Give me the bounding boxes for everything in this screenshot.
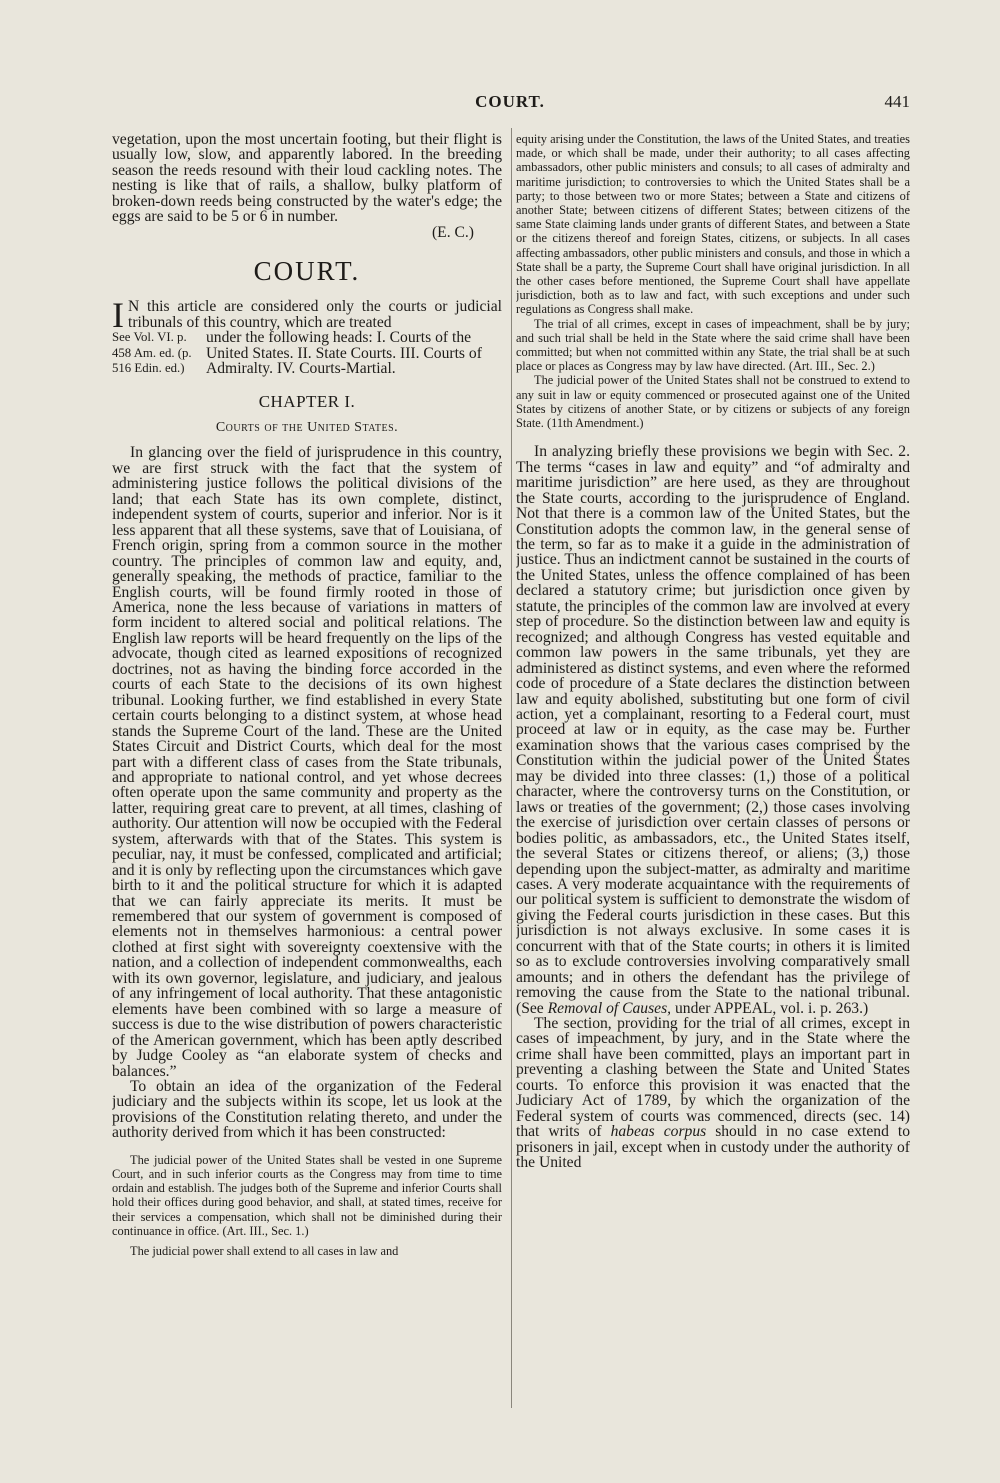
paragraph-2: To obtain an idea of the organization of the Federal judiciary and the subjects within its scope, let us look at the provisions of the Constitution relating thereto, and under the authority derived from which it has been constructed: <box>112 1078 502 1142</box>
constitution-quotes-left <box>112 1153 502 1258</box>
intro-first-line: N this article are considered only the courts or judicial tribunals of this country, which are treated <box>128 298 502 331</box>
paragraph-3-text: In analyzing briefly these provisions we begin with Sec. 2. The terms “cases in law and equity” and “of admiralty and maritime jurisdiction” are here used, as they are throughout the State courts, according to the jurisprudence of England. Not that there is a common law of the United States, but the Constitution adopts the common law, in the general sense of the term, so far as to make it a guide in the administration of justice. Thus an indictment cannot be sustained in the courts of the United States, unless the offence complained of has been declared a statutory crime; but jurisdiction once given by statute, the principles of the common law are involved at every step of procedure. So the distinction between law and equity is recognized; and although Congress has vested equitable and common law powers in the same tribunals, yet they are administered as distinct systems, and even where the reformed code of procedure of a State declares the distinction between law and equity abolished, substituting but one form of civil action, yet a complainant, resorting to a Federal court, must proceed at law or in equity, as the case may be. Further examination shows that the various cases comprised by the Constitution within the judicial power of the United States may be divided into three classes: (1,) those of a political character, where the controversy turns on the Constitution, or laws or treaties of the government; (2,) those cases involving the exercise of jurisdiction over certain classes of persons or bodies politic, as ambassadors, etc., the United States itself, the several States or citizens thereof, or aliens; (3,) those depending upon the subject-matter, as admiralty and maritime cases. A very moderate acquaintance with the requirements of our political system is sufficient to demonstrate the wisdom of giving the Federal courts jurisdiction in these cases. But this jurisdiction is not always exclusive. In some cases it is concurrent with that of the State courts; in others it is limited so as to exclude controversies involving comparatively small amounts; and in others the defendant has the privilege of removing the cause from the State to the national tribunal. (See <box>516 443 910 1017</box>
removal-of-causes-ref: Removal of Causes, <box>547 999 672 1017</box>
chapter-title: CHAPTER I. <box>258 392 356 412</box>
quote-article-iii-sec-1: The judicial power of the United States shall be vested in one Supreme Court, and in such inferior courts as the Congress may from time to time ordain and establish. The judges both of the Supreme and inferior Courts shall hold their offices during good behavior, and shall, at stated times, receive for their services a compensation, which shall not be diminished during their continuance in office. (Art. III., Sec. 1.) <box>112 1152 502 1238</box>
paragraph-4-text: The section, providing for the trial of all crimes, except in cases of impeachment, by jury, and in the State where the crime shall have been committed, plays an important part in preventing a clashing between the State and United States courts. To enforce this provision it was enacted that the Judiciary Act of 1789, by which the organization of the Federal system of courts was commenced, directs (sec. 14) that writs of <box>516 1015 910 1141</box>
paragraph-3 <box>516 444 910 1016</box>
left-column <box>112 132 502 1412</box>
quote-11th-amendment: The judicial power of the United States shall not be construed to extend to any suit in law or equity commenced or prosecuted against one of the United States by citizens of another State, or by citizens or subjects of any foreign State. (11th Amendment.) <box>516 373 910 431</box>
right-column <box>516 132 910 1412</box>
marginal-note: See Vol. VI. p. 458 Am. ed. (p. 516 Edin. ed.) <box>112 330 192 375</box>
paragraph-4 <box>516 1016 910 1171</box>
running-title: COURT. <box>475 92 545 111</box>
quote-trial-of-crimes: The trial of all crimes, except in cases of impeachment, shall be by jury; and such trial shall be held in the State where the said crime shall have been committed; but when not committed within any State, the trial shall be at such place or places as Congress may by law have directed. (Art. III., Sec. 2.) <box>516 316 910 374</box>
chapter-subtitle: Courts of the United States. <box>215 420 399 436</box>
quote-judicial-power-start: The judicial power shall extend to all cases in law and <box>130 1244 399 1259</box>
article-title: COURT. <box>253 256 361 287</box>
continued-paragraph: vegetation, upon the most uncertain footing, but their flight is usually low, slow, and apparently labored. In the breeding season the reeds resound with their loud cackling notes. The nesting is like that of rails, a shallow, bulky platform of broken-down reeds being constructed by the water's edge; the eggs are said to be 5 or 6 in number. <box>112 132 502 226</box>
intro-heads: under the following heads: I. Courts of the United States. II. State Courts. III. Courts of Admiralty. IV. Courts-Martial. <box>206 329 482 377</box>
drop-cap: I <box>112 295 124 336</box>
running-head <box>110 92 910 122</box>
intro-paragraph <box>112 295 502 336</box>
author-signature: (E. C.) <box>431 223 474 241</box>
paragraph-3-ref-rest: under APPEAL, vol. i. p. 263.) <box>674 999 869 1017</box>
paragraph-4-end: should in no case extend to prisoners in jail, except when in custody under the authority of the United <box>516 1123 910 1172</box>
page-number: 441 <box>884 92 910 111</box>
paragraph-1: In glancing over the field of jurisprudence in this country, we are first struck with the fact that the system of administering justice follows the political divisions of the land; that each State has its own complete, distinct, independent system of courts, superior and inferior. Nor is it less apparent that all these systems, save that of Louisiana, of French origin, spring from a common source in the mother country. The principles of common law and equity, and, generally speaking, the methods of practice, familiar to the English courts, will be found firmly rooted in those of America, none the less because of variations in matters of form incident to altered social and political relations. The English law reports will be heard frequently on the lips of the advocate, though cited as learned expositions of recognized doctrines, not as having the binding force accorded in the courts of each State to the decisions of its own highest tribunal. Looking further, we find established in every State certain courts belonging to a distinct system, at whose head stands the Supreme Court of the land. These are the United States Circuit and District Courts, which deal for the most part with a different class of cases from the State tribunals, and appropriate to national control, and yet whose decrees often operate upon the same community and property as the latter, requiring great care to prevent, at all times, clashing of authority. Our attention will now be occupied with the Federal system, afterwards with that of the States. This system is peculiar, nay, it must be confessed, complicated and artificial; and it is only by reflecting upon the circumstances which gave birth to it and the political structure for which it is adapted that we can fairly appreciate its merits. It must be remembered that our system of government is composed of elements not in themselves harmonious: a central power clothed at first sight with sovereignty coextensive with the nation, and a collection of independent commonwealths, each with its own governor, legislature, and judiciary, and jealous of any infringement of local authority. That these antagonistic elements have been combined with so large a measure of success is due to the wise distribution of powers characteristic of the American government, which has been aptly described by Judge Cooley as “an elaborate system of checks and balances.” <box>112 444 502 1080</box>
column-divider <box>511 128 512 1408</box>
quote-judicial-power-cont: equity arising under the Constitution, the laws of the United States, and treaties made, or which shall be made, under their authority; to all cases affecting ambassadors, other public ministers and consuls; to all cases of admiralty and maritime jurisdiction; to controversies to which the United States shall be a party; to those between two or more States; between a State and citizens of another State; between citizens of different States; between citizens of the same State claiming lands under grants of different States, and between a State or the citizens thereof and foreign States, citizens, or subjects. In all cases affecting ambassadors, other public ministers and consuls, and those in which a State shall be a party, the Supreme Court shall have original jurisdiction. In all the other cases before mentioned, the Supreme Court shall have appellate jurisdiction, both as to law and fact, with such exceptions and under such regulations as Congress shall make. <box>516 132 910 317</box>
habeas-corpus-term: habeas corpus <box>610 1123 707 1141</box>
